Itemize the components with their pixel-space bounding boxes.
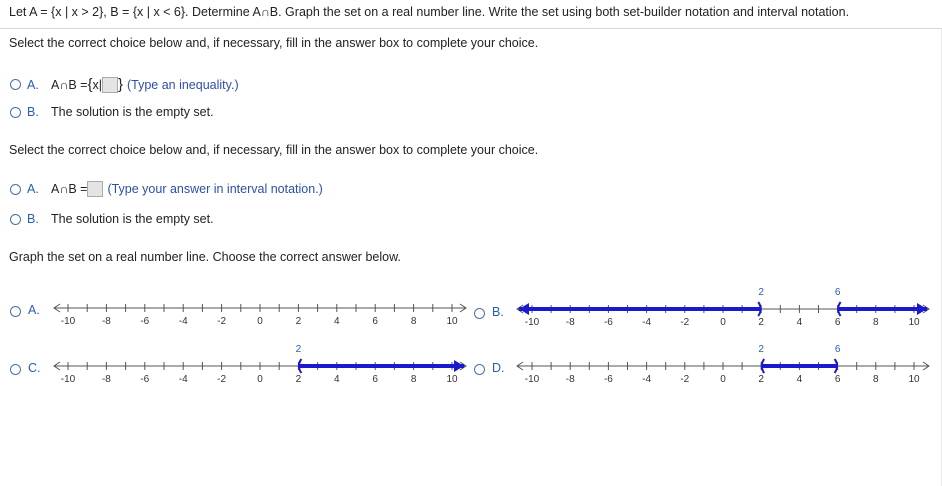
tick-label: 4 bbox=[796, 374, 803, 385]
choice-hint: (Type an inequality.) bbox=[126, 77, 239, 92]
tick-label: 4 bbox=[334, 374, 340, 385]
choice-letter: A. bbox=[27, 77, 39, 92]
choice-text: The solution is the empty set. bbox=[51, 212, 214, 226]
part2-choice-b[interactable] bbox=[10, 212, 214, 226]
tick-label: -10 bbox=[524, 374, 540, 385]
tick-label: -2 bbox=[680, 374, 690, 385]
graph-letter-b: B. bbox=[492, 305, 504, 319]
tick-label: -6 bbox=[603, 374, 613, 385]
tick-label: 6 bbox=[834, 374, 841, 385]
tick-label: 10 bbox=[446, 316, 458, 327]
tick-label: 0 bbox=[720, 317, 726, 328]
inequality-answer-box[interactable] bbox=[102, 77, 118, 93]
tick-label: -10 bbox=[60, 316, 76, 327]
tick-label: -2 bbox=[680, 317, 690, 328]
graph-letter-d: D. bbox=[492, 361, 505, 375]
axis-arrow-left bbox=[517, 305, 523, 313]
tick-label: 0 bbox=[720, 374, 726, 385]
tick-label: -4 bbox=[642, 374, 652, 385]
tick-label: -10 bbox=[60, 374, 76, 385]
tick-label: 2 bbox=[758, 374, 764, 385]
endpoint-annotation: 6 bbox=[834, 344, 841, 355]
tick-label: -8 bbox=[565, 374, 575, 385]
tick-label: -6 bbox=[603, 317, 613, 328]
choice-prefix: A∩B = bbox=[51, 77, 88, 92]
graph-radio-d[interactable] bbox=[474, 364, 485, 375]
choice-prefix: A∩B = bbox=[51, 182, 88, 196]
tick-label: 8 bbox=[410, 374, 417, 385]
tick-label: -8 bbox=[101, 374, 111, 385]
tick-label: -2 bbox=[217, 374, 227, 385]
tick-label: -6 bbox=[140, 316, 150, 327]
choice-hint: (Type your answer in interval notation.) bbox=[107, 182, 323, 196]
tick-label: -8 bbox=[101, 316, 111, 327]
tick-label: -4 bbox=[178, 374, 188, 385]
part3-instruction: Graph the set on a real number line. Choose the correct answer below. bbox=[9, 250, 401, 264]
tick-label: 6 bbox=[372, 374, 378, 385]
tick-label: 4 bbox=[796, 317, 803, 328]
divider bbox=[0, 28, 942, 29]
part2-radio-a[interactable] bbox=[10, 184, 21, 195]
open-endpoint bbox=[838, 302, 841, 316]
graph-letter-a: A. bbox=[28, 303, 40, 317]
set-variable: x| bbox=[92, 77, 102, 92]
tick-label: -8 bbox=[565, 317, 575, 328]
segment-arrow-right bbox=[454, 360, 464, 372]
tick-label: 6 bbox=[372, 316, 378, 327]
tick-label: 2 bbox=[295, 374, 302, 385]
part1-radio-a[interactable] bbox=[10, 79, 21, 90]
brace-close: } bbox=[117, 76, 123, 93]
axis-arrow-right bbox=[460, 304, 466, 312]
tick-label: 2 bbox=[295, 316, 302, 327]
choice-letter: A. bbox=[27, 182, 39, 196]
tick-label: 0 bbox=[257, 374, 263, 385]
tick-label: 10 bbox=[446, 374, 458, 385]
part2-choice-a[interactable] bbox=[10, 181, 323, 197]
part2-instruction: Select the correct choice below and, if necessary, fill in the answer box to complete your choice. bbox=[9, 143, 539, 157]
tick-label: 10 bbox=[908, 374, 920, 385]
open-endpoint bbox=[835, 359, 838, 373]
tick-label: -2 bbox=[217, 316, 227, 327]
axis-arrow-right bbox=[923, 305, 929, 313]
tick-label: -4 bbox=[642, 317, 652, 328]
part1-radio-b[interactable] bbox=[10, 107, 21, 118]
brace-open: { bbox=[87, 76, 93, 93]
segment-arrow-left bbox=[519, 303, 529, 315]
open-endpoint bbox=[299, 359, 302, 373]
endpoint-annotation: 2 bbox=[758, 344, 764, 355]
tick-label: 10 bbox=[908, 317, 920, 328]
part1-choice-a[interactable] bbox=[10, 76, 239, 93]
tick-label: -4 bbox=[178, 316, 188, 327]
tick-label: 8 bbox=[873, 374, 879, 385]
interval-answer-box[interactable] bbox=[87, 181, 103, 197]
tick-label: 6 bbox=[834, 317, 841, 328]
graph-letter-c: C. bbox=[28, 361, 41, 375]
endpoint-annotation: 2 bbox=[295, 344, 302, 355]
graph-radio-c[interactable] bbox=[10, 364, 21, 375]
axis-arrow-left bbox=[517, 362, 523, 370]
tick-label: -6 bbox=[140, 374, 150, 385]
graph-radio-b[interactable] bbox=[474, 308, 485, 319]
question-text: Let A = {x | x > 2}, B = {x | x < 6}. Determine A∩B. Graph the set on a real number line. Write the set using both set-builder notation and interval notation. bbox=[9, 5, 850, 19]
endpoint-annotation: 6 bbox=[834, 287, 841, 298]
axis-arrow-right bbox=[460, 362, 466, 370]
open-endpoint bbox=[762, 359, 765, 373]
tick-label: 0 bbox=[257, 316, 263, 327]
endpoint-annotation: 2 bbox=[758, 287, 764, 298]
part1-instruction: Select the correct choice below and, if necessary, fill in the answer box to complete your choice. bbox=[9, 36, 539, 50]
tick-label: 2 bbox=[758, 317, 764, 328]
tick-label: 8 bbox=[873, 317, 879, 328]
choice-letter: B. bbox=[27, 105, 39, 119]
axis-arrow-left bbox=[54, 304, 60, 312]
tick-label: 8 bbox=[410, 316, 417, 327]
tick-label: 4 bbox=[334, 316, 340, 327]
open-endpoint bbox=[758, 302, 761, 316]
graph-radio-a[interactable] bbox=[10, 306, 21, 317]
tick-label: -10 bbox=[524, 317, 540, 328]
part2-radio-b[interactable] bbox=[10, 214, 21, 225]
part1-choice-b[interactable] bbox=[10, 105, 214, 119]
choice-letter: B. bbox=[27, 212, 39, 226]
segment-arrow-right bbox=[917, 303, 927, 315]
choice-text: The solution is the empty set. bbox=[51, 105, 214, 119]
axis-arrow-left bbox=[54, 362, 60, 370]
axis-arrow-right bbox=[923, 362, 929, 370]
